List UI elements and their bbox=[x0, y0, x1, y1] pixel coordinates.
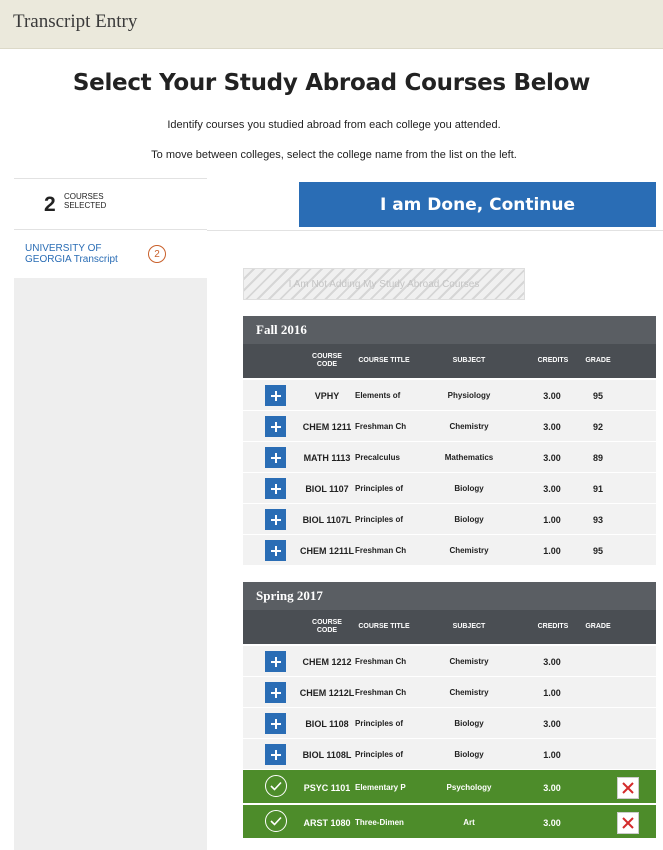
course-credits: 1.00 bbox=[543, 545, 561, 556]
course-list bbox=[243, 646, 656, 840]
course-grade: 95 bbox=[592, 390, 603, 401]
course-row bbox=[243, 739, 656, 770]
course-row bbox=[243, 535, 656, 566]
plus-icon bbox=[270, 656, 282, 668]
college-name-line1: UNIVERSITY OF bbox=[25, 243, 102, 254]
plus-icon bbox=[270, 718, 282, 730]
course-title: Freshman Ch bbox=[355, 546, 407, 555]
sidebar-item-college[interactable] bbox=[25, 243, 125, 265]
course-row-selected bbox=[243, 770, 656, 805]
course-credits: 1.00 bbox=[543, 749, 561, 760]
plus-icon bbox=[270, 483, 282, 495]
plus-icon bbox=[270, 514, 282, 526]
course-row bbox=[243, 442, 656, 473]
column-header-row bbox=[243, 344, 656, 378]
col-credits: CREDITS bbox=[537, 357, 569, 364]
course-grade bbox=[583, 677, 613, 708]
course-subject: Physiology bbox=[447, 391, 491, 400]
col-grade: GRADE bbox=[585, 357, 611, 364]
col-credits: CREDITS bbox=[537, 623, 569, 630]
add-course-button[interactable] bbox=[265, 540, 286, 561]
not-adding-courses-button[interactable]: I Am Not Adding My Study Abroad Courses bbox=[243, 268, 525, 300]
plus-icon bbox=[270, 545, 282, 557]
add-course-button[interactable] bbox=[265, 447, 286, 468]
course-credits: 3.00 bbox=[543, 421, 561, 432]
course-title: Precalculus bbox=[355, 453, 400, 462]
sidebar-panel bbox=[14, 278, 207, 850]
course-credits: 3.00 bbox=[543, 718, 561, 729]
course-row bbox=[243, 708, 656, 739]
course-title: Principles of bbox=[355, 750, 404, 759]
course-subject: Chemistry bbox=[449, 688, 489, 697]
course-title: Principles of bbox=[355, 484, 404, 493]
selected-label-line1: COURSES bbox=[64, 192, 104, 201]
add-course-button[interactable] bbox=[265, 509, 286, 530]
checkmark-icon bbox=[265, 810, 287, 832]
course-subject: Art bbox=[463, 818, 475, 827]
close-icon bbox=[622, 782, 634, 794]
col-subject: SUBJECT bbox=[452, 357, 486, 364]
course-credits: 3.00 bbox=[543, 390, 561, 401]
course-row bbox=[243, 504, 656, 535]
course-row-selected bbox=[243, 805, 656, 840]
course-credits: 3.00 bbox=[543, 817, 561, 828]
course-grade: 92 bbox=[592, 421, 603, 432]
course-subject: Biology bbox=[454, 719, 484, 728]
term-section bbox=[243, 582, 656, 840]
checkmark-icon bbox=[265, 775, 287, 797]
add-course-button[interactable] bbox=[265, 651, 286, 672]
course-grade: 91 bbox=[592, 483, 603, 494]
column-header-row bbox=[243, 610, 656, 644]
course-row bbox=[243, 411, 656, 442]
plus-icon bbox=[270, 390, 282, 402]
divider bbox=[207, 230, 663, 231]
course-grade bbox=[583, 646, 613, 677]
app-title: Transcript Entry bbox=[13, 11, 138, 32]
col-grade: GRADE bbox=[585, 623, 611, 630]
plus-icon bbox=[270, 687, 282, 699]
course-subject: Biology bbox=[454, 484, 484, 493]
course-code: CHEM 1212L bbox=[299, 687, 355, 698]
add-course-button[interactable] bbox=[265, 713, 286, 734]
course-code: ARST 1080 bbox=[303, 817, 351, 828]
course-title: Principles of bbox=[355, 719, 404, 728]
course-credits: 1.00 bbox=[543, 514, 561, 525]
add-course-button[interactable] bbox=[265, 385, 286, 406]
course-credits: 3.00 bbox=[543, 656, 561, 667]
college-name-line2: GEORGIA Transcript bbox=[25, 254, 118, 265]
course-credits: 3.00 bbox=[543, 782, 561, 793]
college-course-count-badge: 2 bbox=[148, 245, 166, 263]
add-course-button[interactable] bbox=[265, 416, 286, 437]
course-credits: 3.00 bbox=[543, 452, 561, 463]
done-continue-button[interactable]: I am Done, Continue bbox=[299, 182, 656, 227]
course-subject: Chemistry bbox=[449, 422, 489, 431]
plus-icon bbox=[270, 452, 282, 464]
course-row bbox=[243, 677, 656, 708]
course-subject: Psychology bbox=[446, 783, 492, 792]
instruction-text-1: Identify courses you studied abroad from each college you attended. bbox=[167, 119, 501, 131]
remove-course-button[interactable] bbox=[617, 812, 639, 834]
course-code: PSYC 1101 bbox=[303, 782, 351, 793]
course-grade: 93 bbox=[592, 514, 603, 525]
course-grade: 89 bbox=[592, 452, 603, 463]
course-code: CHEM 1212 bbox=[302, 656, 352, 667]
term-header: Spring 2017 bbox=[243, 582, 656, 610]
course-row bbox=[243, 473, 656, 504]
instruction-text-2: To move between colleges, select the college name from the list on the left. bbox=[151, 149, 517, 161]
selected-count-label bbox=[64, 192, 106, 210]
course-code: BIOL 1108L bbox=[302, 749, 352, 760]
course-title: Three-Dimen bbox=[355, 818, 404, 827]
course-row bbox=[243, 380, 656, 411]
course-code: BIOL 1107L bbox=[302, 514, 352, 525]
page-heading: Select Your Study Abroad Courses Below bbox=[72, 70, 591, 96]
course-grade bbox=[583, 770, 613, 805]
course-code: BIOL 1108 bbox=[305, 718, 349, 729]
plus-icon bbox=[270, 749, 282, 761]
course-code: BIOL 1107 bbox=[305, 483, 349, 494]
course-grade bbox=[583, 805, 613, 840]
col-course-code bbox=[295, 344, 359, 378]
col-course-code-line1: COURSE bbox=[312, 619, 342, 626]
courses-selected-counter bbox=[14, 178, 207, 230]
course-list bbox=[243, 380, 656, 566]
course-title: Elements of bbox=[355, 391, 401, 400]
course-grade bbox=[583, 708, 613, 739]
course-subject: Chemistry bbox=[449, 657, 489, 666]
course-code: CHEM 1211 bbox=[302, 421, 352, 432]
selected-label-line2: SELECTED bbox=[64, 201, 107, 210]
course-title: Principles of bbox=[355, 515, 404, 524]
add-course-button[interactable] bbox=[265, 744, 286, 765]
course-subject: Chemistry bbox=[449, 546, 489, 555]
term-header: Fall 2016 bbox=[243, 316, 656, 344]
close-icon bbox=[622, 817, 634, 829]
course-subject: Biology bbox=[454, 750, 484, 759]
col-course-code-line1: COURSE bbox=[312, 353, 342, 360]
course-code: VPHY bbox=[314, 390, 340, 401]
col-course-code bbox=[295, 610, 359, 644]
course-title: Freshman Ch bbox=[355, 688, 407, 697]
col-course-title: COURSE TITLE bbox=[358, 357, 410, 364]
course-subject: Mathematics bbox=[444, 453, 494, 462]
course-title: Elementary P bbox=[355, 783, 406, 792]
course-credits: 3.00 bbox=[543, 483, 561, 494]
col-course-code-line2: CODE bbox=[316, 627, 338, 634]
course-row bbox=[243, 646, 656, 677]
course-code: MATH 1113 bbox=[303, 452, 351, 463]
col-course-title: COURSE TITLE bbox=[358, 623, 410, 630]
top-header bbox=[0, 0, 663, 49]
add-course-button[interactable] bbox=[265, 682, 286, 703]
course-title: Freshman Ch bbox=[355, 422, 407, 431]
plus-icon bbox=[270, 421, 282, 433]
course-credits: 1.00 bbox=[543, 687, 561, 698]
course-code: CHEM 1211L bbox=[299, 545, 355, 556]
course-grade bbox=[583, 739, 613, 770]
col-course-code-line2: CODE bbox=[316, 361, 338, 368]
selected-count: 2 bbox=[44, 193, 56, 216]
course-grade: 95 bbox=[592, 545, 603, 556]
col-subject: SUBJECT bbox=[452, 623, 486, 630]
course-subject: Biology bbox=[454, 515, 484, 524]
remove-course-button[interactable] bbox=[617, 777, 639, 799]
course-title: Freshman Ch bbox=[355, 657, 407, 666]
add-course-button[interactable] bbox=[265, 478, 286, 499]
term-section bbox=[243, 316, 656, 566]
